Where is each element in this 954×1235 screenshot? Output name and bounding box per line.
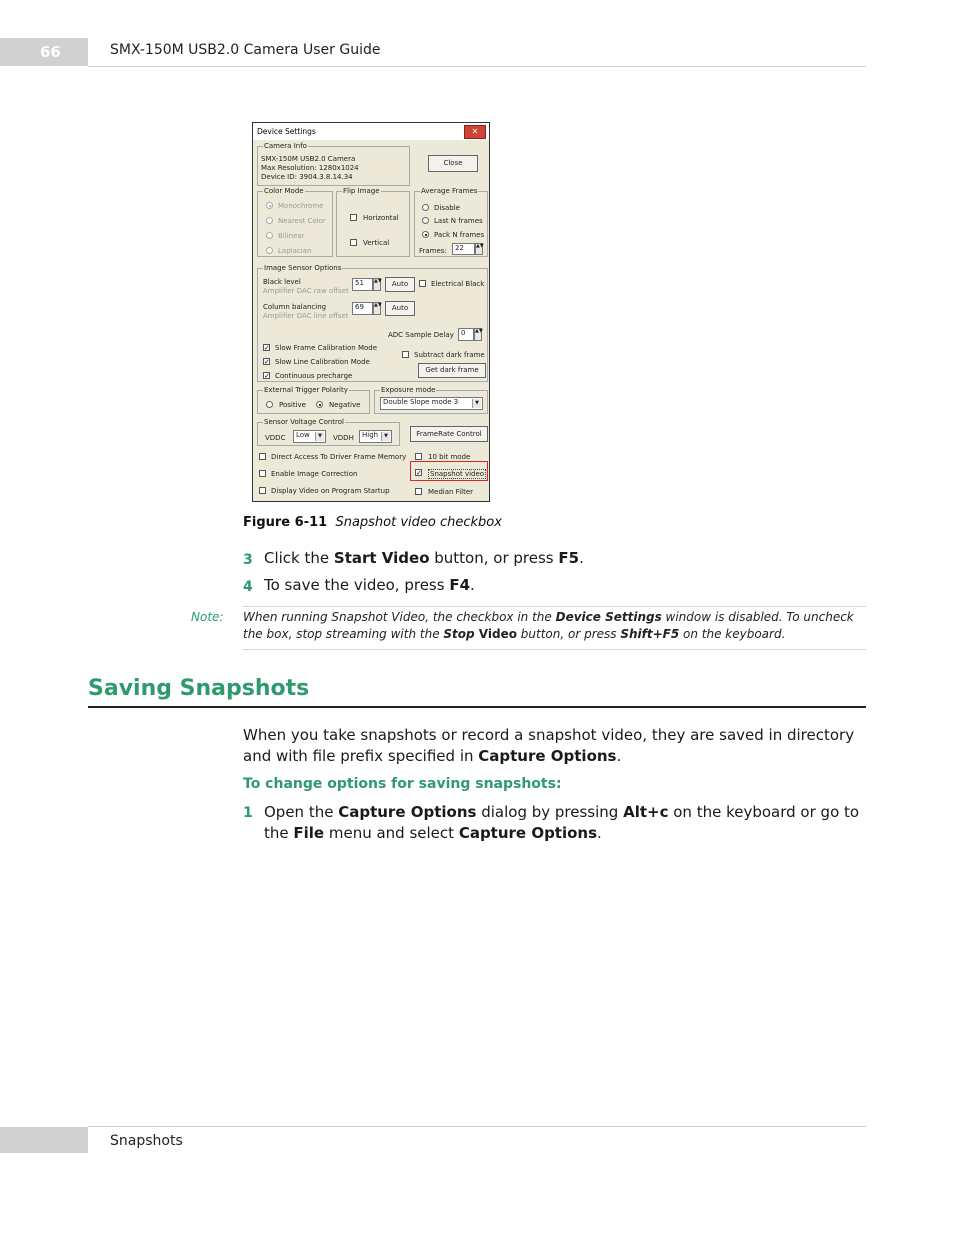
option-label: Slow Frame Calibration Mode [275, 344, 378, 352]
median-filter-checkbox [415, 488, 422, 495]
option-label: Last N frames [434, 217, 483, 225]
spinner-icon: ▲▼ [373, 302, 381, 315]
direct-access-checkbox [259, 453, 266, 460]
black-level-label: Black level [263, 278, 301, 286]
close-icon: ✕ [464, 125, 486, 139]
camera-name: SMX-150M USB2.0 Camera [261, 155, 356, 163]
note-label: Note: [191, 610, 224, 624]
step-text: dialog by pressing [476, 803, 624, 821]
footer-section-name: Snapshots [110, 1133, 183, 1149]
step-text: menu and select [324, 824, 459, 842]
step-1 [243, 802, 253, 821]
step-text: . [470, 576, 475, 594]
radio-bilinear [266, 232, 273, 239]
subtract-dark-checkbox [402, 351, 409, 358]
column-balancing-auto-button: Auto [385, 301, 415, 316]
step-number: 4 [243, 579, 253, 595]
figure-caption [243, 515, 502, 530]
sensor-voltage-group [257, 418, 400, 446]
option-label: Pack N frames [434, 231, 485, 239]
option-label: Bilinear [278, 232, 305, 240]
vddh-select [359, 430, 392, 443]
device-settings-screenshot [252, 122, 490, 502]
adc-delay-field: 0 [458, 328, 474, 341]
close-button: Close [428, 155, 478, 172]
option-label: Snapshot video [430, 470, 485, 478]
option-label: Positive [279, 401, 306, 409]
note-divider-top [243, 606, 866, 607]
max-resolution: Max Resolution: 1280x1024 [261, 164, 359, 172]
color-mode-group [257, 187, 333, 257]
option-label: Negative [329, 401, 361, 409]
electrical-black-checkbox [419, 280, 426, 287]
radio-disable [422, 204, 429, 211]
enable-correction-checkbox [259, 470, 266, 477]
vddc-select [293, 430, 326, 443]
procedure-heading: To change options for saving snapshots: [243, 776, 562, 792]
radio-laplacian [266, 247, 273, 254]
group-label: Exposure mode [381, 386, 436, 394]
ten-bit-checkbox [415, 453, 422, 460]
spinner-icon: ▲▼ [373, 278, 381, 291]
note-term: Shift+F5 [620, 627, 680, 641]
option-label: Display Video on Program Startup [271, 487, 390, 495]
note-text [243, 609, 863, 643]
flip-image-group [336, 187, 410, 257]
note-fragment: button, or press [516, 627, 621, 641]
step-text: . [579, 549, 584, 567]
option-label: Direct Access To Driver Frame Memory [271, 453, 407, 461]
exposure-mode-group [374, 386, 488, 414]
group-label: Camera Info [264, 142, 307, 150]
step-text: Click the [264, 549, 334, 567]
option-label: Vertical [363, 239, 390, 247]
note-fragment: When running Snapshot Video, the checkbox in the [243, 610, 556, 624]
step-4 [243, 576, 253, 595]
snapshot-video-highlight [410, 461, 488, 481]
step-term: File [293, 824, 325, 842]
step-text: Open the [264, 803, 339, 821]
display-video-checkbox [259, 487, 266, 494]
adc-delay-label: ADC Sample Delay [388, 331, 454, 339]
slow-frame-checkbox: ✓ [264, 344, 270, 352]
vddc-value: Low [296, 431, 310, 439]
device-id: Device ID: 3904.3.8.14.34 [261, 173, 353, 181]
step-number: 3 [243, 552, 253, 568]
option-label: Monochrome [278, 202, 324, 210]
step-text: on the keyboard or go to the [264, 803, 860, 842]
option-label: Electrical Black [431, 280, 485, 288]
group-label: Color Mode [264, 187, 304, 195]
dialog-titlebar [253, 123, 489, 140]
page-number: 66 [40, 43, 61, 61]
spinner-icon: ▲▼ [474, 328, 482, 341]
step-number: 1 [243, 805, 253, 821]
step-text: . [597, 824, 602, 842]
step-term: Alt+c [623, 803, 669, 821]
radio-last-n [422, 217, 429, 224]
note-term: Video [474, 627, 517, 641]
step-3 [243, 549, 253, 568]
note-fragment: on the keyboard. [679, 627, 786, 641]
radio-monochrome [266, 202, 273, 209]
running-header-title: SMX-150M USB2.0 Camera User Guide [110, 42, 381, 58]
column-balancing-sublabel: Amplifier DAC line offset [263, 312, 349, 320]
exposure-mode-value: Double Slope mode 3 [383, 398, 459, 406]
option-label: Subtract dark frame [414, 351, 485, 359]
column-balancing-field: 69 [352, 302, 373, 315]
start-video-term: Start Video [333, 549, 430, 567]
option-label: Horizontal [363, 214, 399, 222]
step-text: To save the video, press [264, 576, 450, 594]
note-divider-bottom [243, 649, 866, 650]
vddc-label: VDDC [265, 434, 286, 442]
option-label: Slow Line Calibration Mode [275, 358, 370, 366]
radio-positive [266, 401, 273, 408]
group-label: Image Sensor Options [264, 264, 342, 272]
header-divider [88, 66, 866, 67]
step-3-text [264, 549, 584, 567]
get-dark-frame-button: Get dark frame [418, 363, 486, 378]
section-divider [88, 706, 866, 708]
snapshot-video-checkbox: ✓ [416, 469, 422, 477]
dialog-title: Device Settings [257, 127, 316, 136]
group-label: Average Frames [421, 187, 478, 195]
step-term: Capture Options [458, 824, 598, 842]
vertical-checkbox [350, 239, 357, 246]
camera-info-group [257, 142, 410, 186]
spinner-icon: ▲▼ [475, 243, 483, 255]
step-text: button, or press [429, 549, 559, 567]
black-level-sublabel: Amplifier DAC raw offset [263, 287, 349, 295]
section-paragraph [243, 725, 863, 767]
option-label: Continuous precharge [275, 372, 353, 380]
black-level-auto-button: Auto [385, 277, 415, 292]
framerate-control-button: FrameRate Control [410, 426, 488, 442]
group-label: External Trigger Polarity [264, 386, 348, 394]
note-fragment: window is disabled. To uncheck the box, stop streaming with the [243, 610, 854, 641]
slow-line-checkbox: ✓ [264, 358, 270, 366]
paragraph-text: . [616, 747, 622, 765]
footer-divider [88, 1126, 866, 1127]
frames-field: 22 [452, 243, 475, 255]
black-level-field: 51 [352, 278, 373, 291]
step-term: Capture Options [338, 803, 477, 821]
figure-title: Snapshot video checkbox [335, 515, 502, 530]
radio-negative [316, 401, 323, 408]
step-1-text [264, 802, 864, 844]
chevron-down-icon: ▼ [381, 432, 390, 441]
chevron-down-icon: ▼ [315, 432, 324, 441]
paragraph-text: When you take snapshots or record a snapshot video, they are saved in directory and with file prefix specified in [243, 726, 855, 765]
radio-nearest-color [266, 217, 273, 224]
section-heading: Saving Snapshots [88, 676, 310, 701]
option-label: Enable Image Correction [271, 470, 358, 478]
option-label: Laplacian [278, 247, 312, 255]
f5-key: F5 [558, 549, 580, 567]
chevron-down-icon: ▼ [472, 399, 481, 408]
figure-label: Figure 6-11 [243, 515, 328, 530]
option-label: Nearest Color [278, 217, 326, 225]
note-term: Device Settings [555, 610, 662, 624]
horizontal-checkbox [350, 214, 357, 221]
exposure-mode-select [380, 397, 483, 410]
option-label: 10 bit mode [428, 453, 471, 461]
footer-tab [0, 1127, 88, 1153]
vddh-value: High [362, 431, 379, 439]
note-term: Stop [443, 627, 475, 641]
group-label: Sensor Voltage Control [264, 418, 345, 426]
vddh-label: VDDH [333, 434, 354, 442]
capture-options-term: Capture Options [478, 747, 617, 765]
radio-pack-n [422, 231, 429, 238]
image-sensor-options-group [257, 264, 488, 382]
f4-key: F4 [449, 576, 471, 594]
option-label: Disable [434, 204, 460, 212]
frames-label: Frames: [419, 247, 447, 255]
option-label: Median Filter [428, 488, 474, 496]
average-frames-group [414, 187, 488, 257]
step-4-text [264, 576, 475, 594]
trigger-polarity-group [257, 386, 370, 414]
continuous-precharge-checkbox: ✓ [264, 372, 270, 380]
group-label: Flip Image [343, 187, 380, 195]
column-balancing-label: Column balancing [263, 303, 327, 311]
